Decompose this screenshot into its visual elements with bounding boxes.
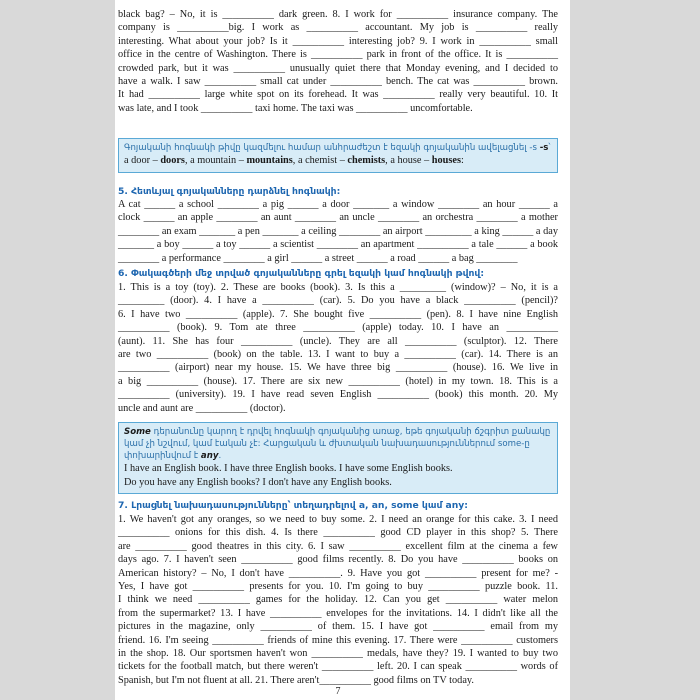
exercise-line: are __________ good theatres in this city. 6. I saw __________ excellent film at the cinema a few (118, 540, 558, 552)
exercise-line: in the shop. 18. Our sportsmen haven't won __________ medals, have they? 19. I wanted to buy two (118, 648, 558, 660)
exercise-line: __________ onions for this dish. 4. Is there __________ good CD player in this shop? 5. There (118, 527, 558, 539)
textbook-page (115, 0, 570, 700)
rule-text: Գոյականի հոգնակի թիվը կազմելու համար անհրաժեշտ է եզակի գոյականին ավելացնել -s -s՝ (124, 143, 551, 153)
exercise-line: a big __________ (house). 17. There are six new __________ (hotel) in my town. 18. This is a (118, 375, 558, 387)
exercise-continuation (118, 8, 558, 115)
exercise-line: from the supermarket? 13. I have __________ envelopes for the invitations. 14. I didn't like all the (118, 607, 558, 619)
exercise-line: ________ a performance ________ a girl ______ a street ______ a road ______ a bag ________ (118, 252, 518, 264)
exercise-line: A cat ______ a school ________ a pig ______ a door _______ a window ________ an hour ______ a (118, 199, 558, 210)
rule-example: Do you have any English books? I don't have any English books. (124, 476, 392, 488)
exercise-5-lines (118, 198, 558, 265)
rule-text: փոխարինվում է any. (124, 451, 222, 461)
exercise-line: _________ (door). 4. I have a __________ (car). 5. Do you have a black __________ (pencil)? (118, 295, 558, 307)
exercise-line: Yes, I have got __________ presents for you. 10. I'm going to buy __________ puzzle book. 11. (118, 581, 558, 593)
text-line: have a walk. I saw __________ small cat under __________ bench. The cat was __________ brown. (118, 76, 558, 88)
exercise-6-heading: 6. Փակագծերի մեջ տրված գոյականները գրել եզակի կամ հոգնակի թվով: (118, 268, 485, 279)
rule-box-plural (118, 138, 558, 173)
text-line: It had __________ large white spot on its forehead. It was __________ really very beautiful. 10. It (118, 89, 558, 101)
exercise-line: _______ a boy ______ a toy ______ a scientist ________ an apartment __________ a tale ______ a book (118, 239, 558, 251)
text-line: company is __________big. I work as __________ accountant. My job is __________ really (118, 22, 558, 34)
exercise-7-lines (118, 513, 558, 687)
exercise-line: days ago. 7. I haven't seen __________ good films recently. 8. Do you have __________ books on (118, 554, 558, 566)
text-line: black bag? – No, it is __________ dark green. 8. I work for __________ insurance company. The (118, 9, 558, 20)
exercise-line: American history? – No, I don't have __________. 9. Have you got __________ present for me? - (118, 567, 558, 579)
text-line: office in the centre of Washington. There is __________ park in front of the office. It is __________ (118, 49, 558, 61)
exercise-line: ________ an exam _______ a pen _______ a ceiling ________ an airport _________ a king ______ a day (118, 225, 558, 237)
exercise-line: Spanish, but I'm not fluent at all. 21. There aren't__________ good films on TV today. (118, 674, 474, 686)
exercise-line: 6. I have two __________ (apple). 7. She bought five __________ (pen). 8. I have nine English (118, 308, 558, 320)
exercise-7-heading: 7. Լրացնել նախադասությունները՝ տեղադրելով a, an, some կամ any: (118, 500, 468, 511)
rule-text: Some դերանունը կարող է դրվել հոգնակի գոյականից առաջ, եթե գոյականի ճշգրիտ քանակը (124, 427, 551, 437)
exercise-line: uncle and aunt are __________ (doctor). (118, 402, 286, 414)
exercise-5-heading: 5. Հետևյալ գոյականները դարձնել հոգնակի: (118, 186, 341, 197)
rule-examples: a door – doors, a mountain – mountains, a chemist – chemists, a house – houses: (124, 155, 464, 166)
text-line: interesting. What about your job? Is it __________ interesting job? 9. I work in __________ small (118, 35, 558, 47)
exercise-line: 1. We haven't got any oranges, so we need to buy some. 2. I need an orange for this cake. 3. I need (118, 514, 558, 525)
exercise-line: I think we need __________ games for the holiday. 12. Can you get __________ water melon (118, 594, 558, 606)
exercise-line: tickets for the football match, but there weren't __________ left. 20. I can speak __________ words of (118, 661, 558, 673)
exercise-line: friend. 16. I'm seeing __________ friends of mine this evening. 17. There were __________ customers (118, 634, 558, 646)
text-line: crowded park, but it was __________ unusually quiet there that Monday evening, and I decided to (118, 62, 558, 74)
exercise-line: are two __________ (book) on the table. 13. I want to buy a __________ (car). 14. There is an (118, 349, 558, 361)
rule-box-some-any (118, 422, 558, 494)
exercise-line: __________ (airport) near my house. 15. We have three big __________ (house). 16. We live in (118, 362, 558, 374)
text-line: was late, and I took __________ taxi home. The taxi was __________ uncomfortable. (118, 102, 473, 114)
exercise-line: (aunt). 11. She has four __________ (uncle). They are all __________ (sculptor). 12. There (118, 335, 558, 347)
exercise-line: pictures in the magazine, only __________ of them. 15. I have got __________ email from my (118, 621, 558, 633)
exercise-6-lines (118, 281, 558, 415)
exercise-line: 1. This is a toy (toy). 2. These are books (book). 3. Is this a _________ (window)? – No, it is a (118, 282, 558, 293)
exercise-line: __________ (book). 9. Tom ate three __________ (apple) today. 10. I have an __________ (118, 322, 558, 334)
exercise-line: __________ (university). 19. I have read seven English __________ (book) this month. 20. My (118, 389, 558, 401)
rule-example: I have an English book. I have three English books. I have some English books. (124, 463, 453, 474)
exercise-line: clock ______ an apple ________ an aunt ________ an uncle ________ an orchestra ________ a mother (118, 212, 558, 224)
rule-text: կամ չի նշվում, կամ էական չէ: Հարցական և ժխտական նախադասություններում some-ը (124, 439, 530, 449)
page-number: 7 (335, 686, 341, 697)
